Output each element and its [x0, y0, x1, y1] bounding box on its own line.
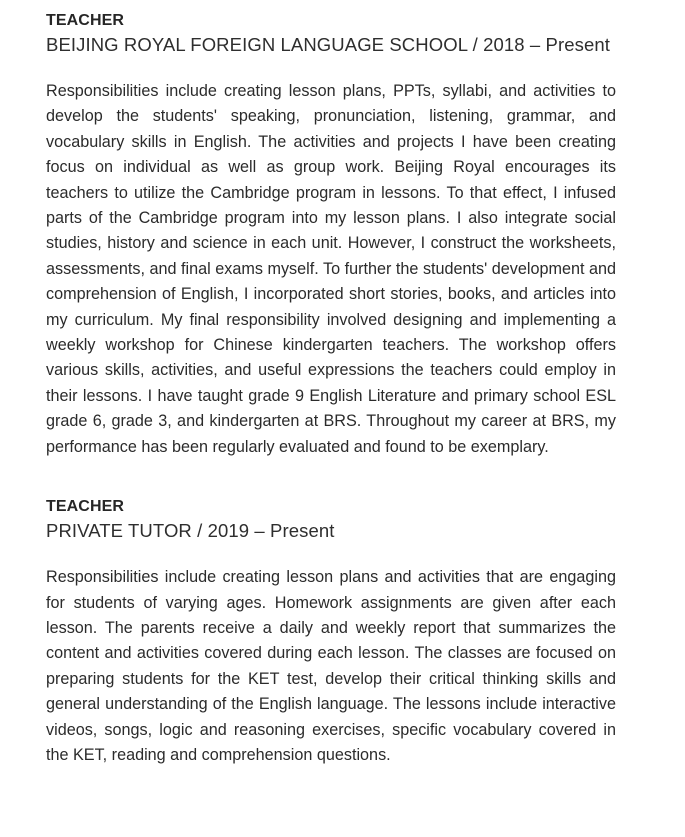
employer-and-dates: BEIJING ROYAL FOREIGN LANGUAGE SCHOOL / 2018 – Present [46, 34, 611, 55]
experience-entry [46, 496, 616, 768]
job-title: TEACHER [46, 498, 125, 516]
job-title: TEACHER [46, 12, 125, 29]
experience-entry [46, 10, 616, 460]
resume-experience-section [46, 10, 616, 768]
job-description: Responsibilities include creating lesson plans and activities that are engaging for students of varying ages. Homework assignments are given after each lesson. The parents receive a daily and weekly report that summarizes the content and activities covered during each lesson. The classes are focused on preparing students for the KET test, develop their critical thinking skills and general understanding of the English language. The lessons include interactive videos, songs, logic and reasoning exercises, specific vocabulary covered in the KET, reading and comprehension questions. [46, 568, 616, 764]
employer-and-dates: PRIVATE TUTOR / 2019 – Present [46, 520, 335, 542]
job-description: Responsibilities include creating lesson plans, PPTs, syllabi, and activities to develop the students' speaking, pronunciation, listening, grammar, and vocabulary skills in English. The activities and projects I have been creating focus on individual as well as group work. Beijing Royal encourages its teachers to utilize the Cambridge program in lessons. To that effect, I infused parts of the Cambridge program into my lesson plans. I also integrate social studies, history and science in each unit. However, I construct the worksheets, assessments, and final exams myself. To further the students' development and comprehension of English, I incorporated short stories, books, and articles into my curriculum. My final responsibility involved designing and implementing a weekly workshop for Chinese kindergarten teachers. The workshop offers various skills, activities, and useful expressions the teachers could employ in their lessons. I have taught grade 9 English Literature and primary school ESL grade 6, grade 3, and kindergarten at BRS. Throughout my career at BRS, my performance has been regularly evaluated and found to be exemplary. [46, 82, 616, 456]
